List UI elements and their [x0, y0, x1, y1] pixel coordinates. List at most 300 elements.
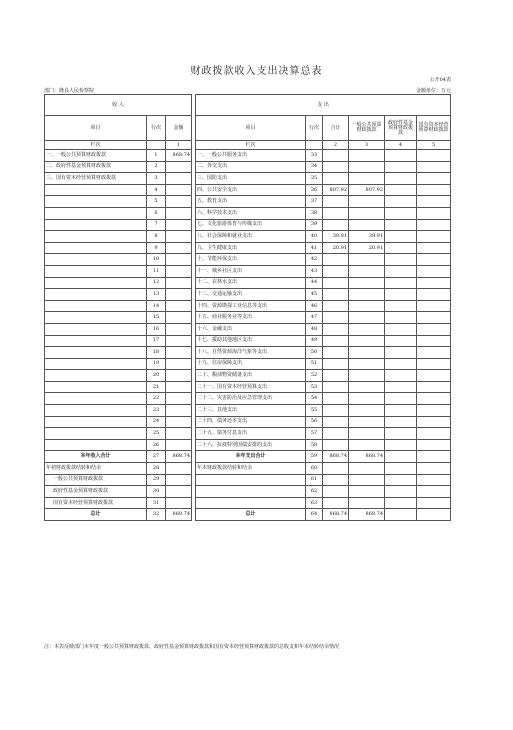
- income-item: [45, 335, 147, 347]
- expense-line-no: 55: [306, 405, 323, 417]
- expense-general: [349, 393, 385, 405]
- expense-line-no: 64: [306, 509, 323, 521]
- expense-line-no: 42: [306, 254, 323, 266]
- expense-lanci-3: 3: [349, 141, 385, 150]
- income-line-no: 2: [147, 161, 166, 173]
- expense-fund: [385, 405, 417, 417]
- income-line-no: 21: [147, 381, 166, 393]
- income-amount: [166, 428, 192, 440]
- expense-state: [417, 161, 451, 173]
- income-item: 二、政府性基金预算财政拨款: [45, 161, 147, 173]
- income-amount: [166, 184, 192, 196]
- expense-item: 十三、交通运输支出: [196, 289, 306, 301]
- expense-state: [417, 254, 451, 266]
- total-header: 合计: [323, 116, 349, 141]
- expense-general: 868.74: [349, 509, 385, 521]
- income-amount: [166, 463, 192, 475]
- expense-general: [349, 474, 385, 486]
- table-row: [45, 323, 451, 335]
- table-row: [45, 207, 451, 219]
- expense-general: [349, 300, 385, 312]
- expense-line-no: 54: [306, 393, 323, 405]
- expense-line-no: 47: [306, 312, 323, 324]
- expense-state: [417, 242, 451, 254]
- income-item: [45, 405, 147, 417]
- income-item: [45, 289, 147, 301]
- table-row: [45, 265, 451, 277]
- expense-line-no: 58: [306, 439, 323, 451]
- expense-fund: [385, 196, 417, 208]
- table-row: [45, 509, 451, 521]
- expense-state: [417, 486, 451, 498]
- expense-item-header: 项目: [196, 116, 306, 141]
- income-item: [45, 312, 147, 324]
- expense-line-no: 50: [306, 347, 323, 359]
- expense-general: 39.91: [349, 231, 385, 243]
- expense-line-header: 行次: [306, 116, 323, 141]
- income-line-no: 6: [147, 207, 166, 219]
- expense-item: 年末财政拨款结转和结余: [196, 463, 306, 475]
- income-amount: [166, 161, 192, 173]
- expense-general: 20.91: [349, 242, 385, 254]
- income-amount: [166, 416, 192, 428]
- table-row: [45, 381, 451, 393]
- income-line-no: 9: [147, 242, 166, 254]
- expense-general: [349, 289, 385, 301]
- income-item: [45, 300, 147, 312]
- expense-general: [349, 463, 385, 475]
- expense-state: [417, 416, 451, 428]
- income-line-no: 14: [147, 300, 166, 312]
- expense-line-no: 43: [306, 265, 323, 277]
- expense-state: [417, 393, 451, 405]
- income-amount: [166, 405, 192, 417]
- expense-fund: [385, 184, 417, 196]
- expense-line-no: 37: [306, 196, 323, 208]
- expense-general: [349, 150, 385, 162]
- expense-total: [323, 335, 349, 347]
- expense-fund: [385, 150, 417, 162]
- income-amount: [166, 474, 192, 486]
- expense-lanci-2: 2: [323, 141, 349, 150]
- income-line-no: 12: [147, 277, 166, 289]
- expense-item: 十七、援助其他地区支出: [196, 335, 306, 347]
- income-line-no: 5: [147, 196, 166, 208]
- income-item: [45, 381, 147, 393]
- income-amount: [166, 323, 192, 335]
- expense-line-no: 53: [306, 381, 323, 393]
- expense-state: [417, 196, 451, 208]
- table-row: [45, 219, 451, 231]
- table-row: [45, 184, 451, 196]
- expense-general: [349, 405, 385, 417]
- table-row: [45, 486, 451, 498]
- expense-total: [323, 173, 349, 185]
- expense-general: [349, 207, 385, 219]
- table-row: [45, 231, 451, 243]
- table-row: [45, 254, 451, 266]
- expense-item: 二十五、债务付息支出: [196, 428, 306, 440]
- income-item: [45, 196, 147, 208]
- expense-fund: [385, 358, 417, 370]
- income-amount: [166, 312, 192, 324]
- income-line-no: 4: [147, 184, 166, 196]
- expense-lanci-label: 栏次: [196, 141, 306, 150]
- income-item: [45, 347, 147, 359]
- expense-general: 868.74: [349, 451, 385, 463]
- expense-line-no: 57: [306, 428, 323, 440]
- expense-state: [417, 312, 451, 324]
- expense-total: [323, 277, 349, 289]
- expense-fund: [385, 486, 417, 498]
- expense-total: [323, 405, 349, 417]
- expense-total: [323, 312, 349, 324]
- expense-total: [323, 347, 349, 359]
- income-line-no: 32: [147, 509, 166, 521]
- expense-fund: [385, 254, 417, 266]
- expense-item: 六、科学技术支出: [196, 207, 306, 219]
- income-amount: [166, 358, 192, 370]
- expense-state: [417, 451, 451, 463]
- expense-line-no: 60: [306, 463, 323, 475]
- expense-general: [349, 265, 385, 277]
- form-code: 公开04表: [429, 77, 451, 83]
- table-row: [45, 347, 451, 359]
- expense-state: [417, 184, 451, 196]
- department-label: 部门：隆县人民检察院: [44, 88, 95, 94]
- expense-general: [349, 370, 385, 382]
- expense-line-no: 56: [306, 416, 323, 428]
- expense-state: [417, 323, 451, 335]
- table-row: [45, 312, 451, 324]
- income-line-no: 13: [147, 289, 166, 301]
- expense-general: [349, 416, 385, 428]
- expense-general: [349, 497, 385, 509]
- income-amount: [166, 242, 192, 254]
- expense-total: [323, 150, 349, 162]
- income-line-no: 27: [147, 451, 166, 463]
- income-item: 年初财政拨款结转和结余: [45, 463, 147, 475]
- expense-total: [323, 289, 349, 301]
- expense-general: [349, 219, 385, 231]
- expense-fund: [385, 381, 417, 393]
- expense-line-no: 46: [306, 300, 323, 312]
- expense-fund: [385, 497, 417, 509]
- income-item-header: 项目: [45, 116, 147, 141]
- income-item: [45, 358, 147, 370]
- table-row: [45, 416, 451, 428]
- expense-state: [417, 358, 451, 370]
- expense-general: [349, 323, 385, 335]
- income-line-no: 18: [147, 347, 166, 359]
- expense-state: [417, 509, 451, 521]
- expense-item: 十八、自然资源海洋气象等支出: [196, 347, 306, 359]
- expense-item: 十六、金融支出: [196, 323, 306, 335]
- expense-line-no: 49: [306, 335, 323, 347]
- expense-item: 二十二、灾害防治及应急管理支出: [196, 393, 306, 405]
- expense-fund: [385, 312, 417, 324]
- expense-total: [323, 207, 349, 219]
- expense-general: [349, 173, 385, 185]
- expense-fund: [385, 231, 417, 243]
- unit-label: 金额单位：万元: [415, 88, 451, 94]
- expense-total: [323, 381, 349, 393]
- expense-item: 二、外交支出: [196, 161, 306, 173]
- table-row: [45, 497, 451, 509]
- income-amount: [166, 289, 192, 301]
- expense-total: 868.74: [323, 451, 349, 463]
- income-line-no: 17: [147, 335, 166, 347]
- expense-general: [349, 277, 385, 289]
- income-item: [45, 207, 147, 219]
- expense-state: [417, 150, 451, 162]
- expense-item: 二十一、国有资本经营预算支出: [196, 381, 306, 393]
- expense-general: [349, 439, 385, 451]
- expense-state: [417, 289, 451, 301]
- table-row: [45, 161, 451, 173]
- income-line-no: 31: [147, 497, 166, 509]
- table-row: [45, 463, 451, 475]
- expense-general: [349, 312, 385, 324]
- expense-state: [417, 300, 451, 312]
- expense-item: 十四、资源勘探工业信息等支出: [196, 300, 306, 312]
- expense-general: [349, 254, 385, 266]
- expense-state: [417, 405, 451, 417]
- income-line-no: 16: [147, 323, 166, 335]
- income-item: 一般公共预算财政拨款: [45, 474, 147, 486]
- state-capital-header: 国有资本经营预算财政拨款: [417, 116, 451, 141]
- expense-state: [417, 173, 451, 185]
- expense-total: [323, 439, 349, 451]
- expense-item: 十、节能环保支出: [196, 254, 306, 266]
- expense-total: [323, 358, 349, 370]
- expense-line-no: 52: [306, 370, 323, 382]
- income-amount: [166, 277, 192, 289]
- income-item: 政府性基金预算财政拨款: [45, 486, 147, 498]
- income-amount: [166, 173, 192, 185]
- expense-total: [323, 196, 349, 208]
- expense-item: [196, 474, 306, 486]
- general-budget-header: 一般公共预算财政拨款: [349, 116, 385, 141]
- expense-line-no: 48: [306, 323, 323, 335]
- expense-state: [417, 277, 451, 289]
- expense-fund: [385, 173, 417, 185]
- income-item: [45, 254, 147, 266]
- income-line-no: 8: [147, 231, 166, 243]
- expense-state: [417, 439, 451, 451]
- expense-general: [349, 486, 385, 498]
- income-item: [45, 231, 147, 243]
- expense-item: 九、卫生健康支出: [196, 242, 306, 254]
- expense-general: [349, 196, 385, 208]
- fund-budget-header: 政府性基金预算财政拨款: [385, 116, 417, 141]
- expense-line-no: 61: [306, 474, 323, 486]
- expense-total: [323, 161, 349, 173]
- income-amount: [166, 486, 192, 498]
- expense-state: [417, 347, 451, 359]
- expense-item: 四、公共安全支出: [196, 184, 306, 196]
- expense-fund: [385, 323, 417, 335]
- expense-item: [196, 497, 306, 509]
- income-amount: [166, 335, 192, 347]
- expense-item: 十五、商业服务业等支出: [196, 312, 306, 324]
- income-amount: [166, 347, 192, 359]
- income-lanci-label: 栏次: [45, 141, 147, 150]
- income-line-no: 20: [147, 370, 166, 382]
- report-title: 财政拨款收入支出决算总表: [190, 66, 323, 77]
- expense-fund: [385, 265, 417, 277]
- table-row: [45, 370, 451, 382]
- expense-total: 807.92: [323, 184, 349, 196]
- expense-item: 七、文化旅游体育与传媒支出: [196, 219, 306, 231]
- table-row: [45, 439, 451, 451]
- expense-total: [323, 254, 349, 266]
- expense-item: 八、社会保障和就业支出: [196, 231, 306, 243]
- expense-fund: [385, 393, 417, 405]
- table-row: [45, 196, 451, 208]
- table-row: [45, 277, 451, 289]
- expense-lanci-5: 5: [417, 141, 451, 150]
- income-item: [45, 439, 147, 451]
- expense-fund: [385, 161, 417, 173]
- expense-fund: [385, 370, 417, 382]
- income-amount: 868.74: [166, 509, 192, 521]
- income-amount: [166, 231, 192, 243]
- income-amount: [166, 196, 192, 208]
- income-item: 一、一般公共预算财政拨款: [45, 150, 147, 162]
- income-amount: [166, 219, 192, 231]
- income-line-no: 11: [147, 265, 166, 277]
- expense-state: [417, 265, 451, 277]
- expense-total: 20.91: [323, 242, 349, 254]
- income-line-no: 28: [147, 463, 166, 475]
- income-item: 三、国有资本经营预算财政拨款: [45, 173, 147, 185]
- income-header: 收 入: [45, 95, 192, 116]
- expense-fund: [385, 277, 417, 289]
- income-amount: [166, 370, 192, 382]
- income-line-no: 15: [147, 312, 166, 324]
- income-line-no: 30: [147, 486, 166, 498]
- income-amount: [166, 393, 192, 405]
- table-row: [45, 358, 451, 370]
- income-item: [45, 416, 147, 428]
- expense-fund: [385, 219, 417, 231]
- expense-fund: [385, 347, 417, 359]
- expense-total: 868.74: [323, 509, 349, 521]
- income-amount: 868.74: [166, 451, 192, 463]
- expense-state: [417, 474, 451, 486]
- budget-summary-table: [44, 94, 451, 521]
- expense-state: [417, 463, 451, 475]
- expense-line-no: 59: [306, 451, 323, 463]
- expense-item: 二十六、抗疫特别国债安排的支出: [196, 439, 306, 451]
- expense-line-no: 44: [306, 277, 323, 289]
- expense-general: [349, 161, 385, 173]
- income-item: [45, 265, 147, 277]
- expense-line-no: 33: [306, 150, 323, 162]
- expense-general: 807.92: [349, 184, 385, 196]
- income-line-no: 23: [147, 405, 166, 417]
- income-item: [45, 277, 147, 289]
- expense-line-no: 34: [306, 161, 323, 173]
- table-row: [45, 405, 451, 417]
- expense-fund: [385, 439, 417, 451]
- expense-fund: [385, 335, 417, 347]
- expense-total: [323, 474, 349, 486]
- expense-fund: [385, 289, 417, 301]
- expense-total: [323, 428, 349, 440]
- table-row: [45, 150, 451, 162]
- expense-line-no: 41: [306, 242, 323, 254]
- expense-lanci-4: 4: [385, 141, 417, 150]
- expense-total: [323, 486, 349, 498]
- income-line-no: 10: [147, 254, 166, 266]
- expense-item: 十九、住房保障支出: [196, 358, 306, 370]
- income-item: 本年收入合计: [45, 451, 147, 463]
- expense-fund: [385, 416, 417, 428]
- income-line-no: 29: [147, 474, 166, 486]
- expense-fund: [385, 474, 417, 486]
- expense-state: [417, 207, 451, 219]
- income-amount: [166, 381, 192, 393]
- expense-fund: [385, 451, 417, 463]
- expense-state: [417, 219, 451, 231]
- income-amount: [166, 439, 192, 451]
- expense-total: [323, 393, 349, 405]
- expense-line-no: 51: [306, 358, 323, 370]
- income-line-no: 3: [147, 173, 166, 185]
- expense-line-no: 62: [306, 486, 323, 498]
- income-item: 国有资本经营预算财政拨款: [45, 497, 147, 509]
- expense-general: [349, 428, 385, 440]
- expense-state: [417, 381, 451, 393]
- expense-state: [417, 231, 451, 243]
- income-item: [45, 219, 147, 231]
- income-item: 总计: [45, 509, 147, 521]
- expense-fund: [385, 207, 417, 219]
- income-amount: [166, 254, 192, 266]
- table-row: [45, 300, 451, 312]
- expense-general: [349, 335, 385, 347]
- table-row: [45, 393, 451, 405]
- expense-header: 支 出: [196, 95, 451, 116]
- table-row: [45, 428, 451, 440]
- expense-item: [196, 486, 306, 498]
- table-row: [45, 335, 451, 347]
- expense-item: 二十、粮油物资储备支出: [196, 370, 306, 382]
- expense-total: [323, 370, 349, 382]
- income-amount-header: 金额: [166, 116, 192, 141]
- income-amount: [166, 497, 192, 509]
- expense-state: [417, 335, 451, 347]
- table-row: [45, 474, 451, 486]
- income-amount: [166, 300, 192, 312]
- table-row: [45, 173, 451, 185]
- expense-state: [417, 428, 451, 440]
- table-row: [45, 242, 451, 254]
- expense-fund: [385, 242, 417, 254]
- expense-fund: [385, 463, 417, 475]
- income-line-no: 25: [147, 428, 166, 440]
- income-item: [45, 323, 147, 335]
- expense-state: [417, 497, 451, 509]
- expense-line-no: 36: [306, 184, 323, 196]
- income-item: [45, 184, 147, 196]
- income-item: [45, 242, 147, 254]
- expense-total: [323, 323, 349, 335]
- income-line-header: 行次: [147, 116, 166, 141]
- expense-fund: [385, 509, 417, 521]
